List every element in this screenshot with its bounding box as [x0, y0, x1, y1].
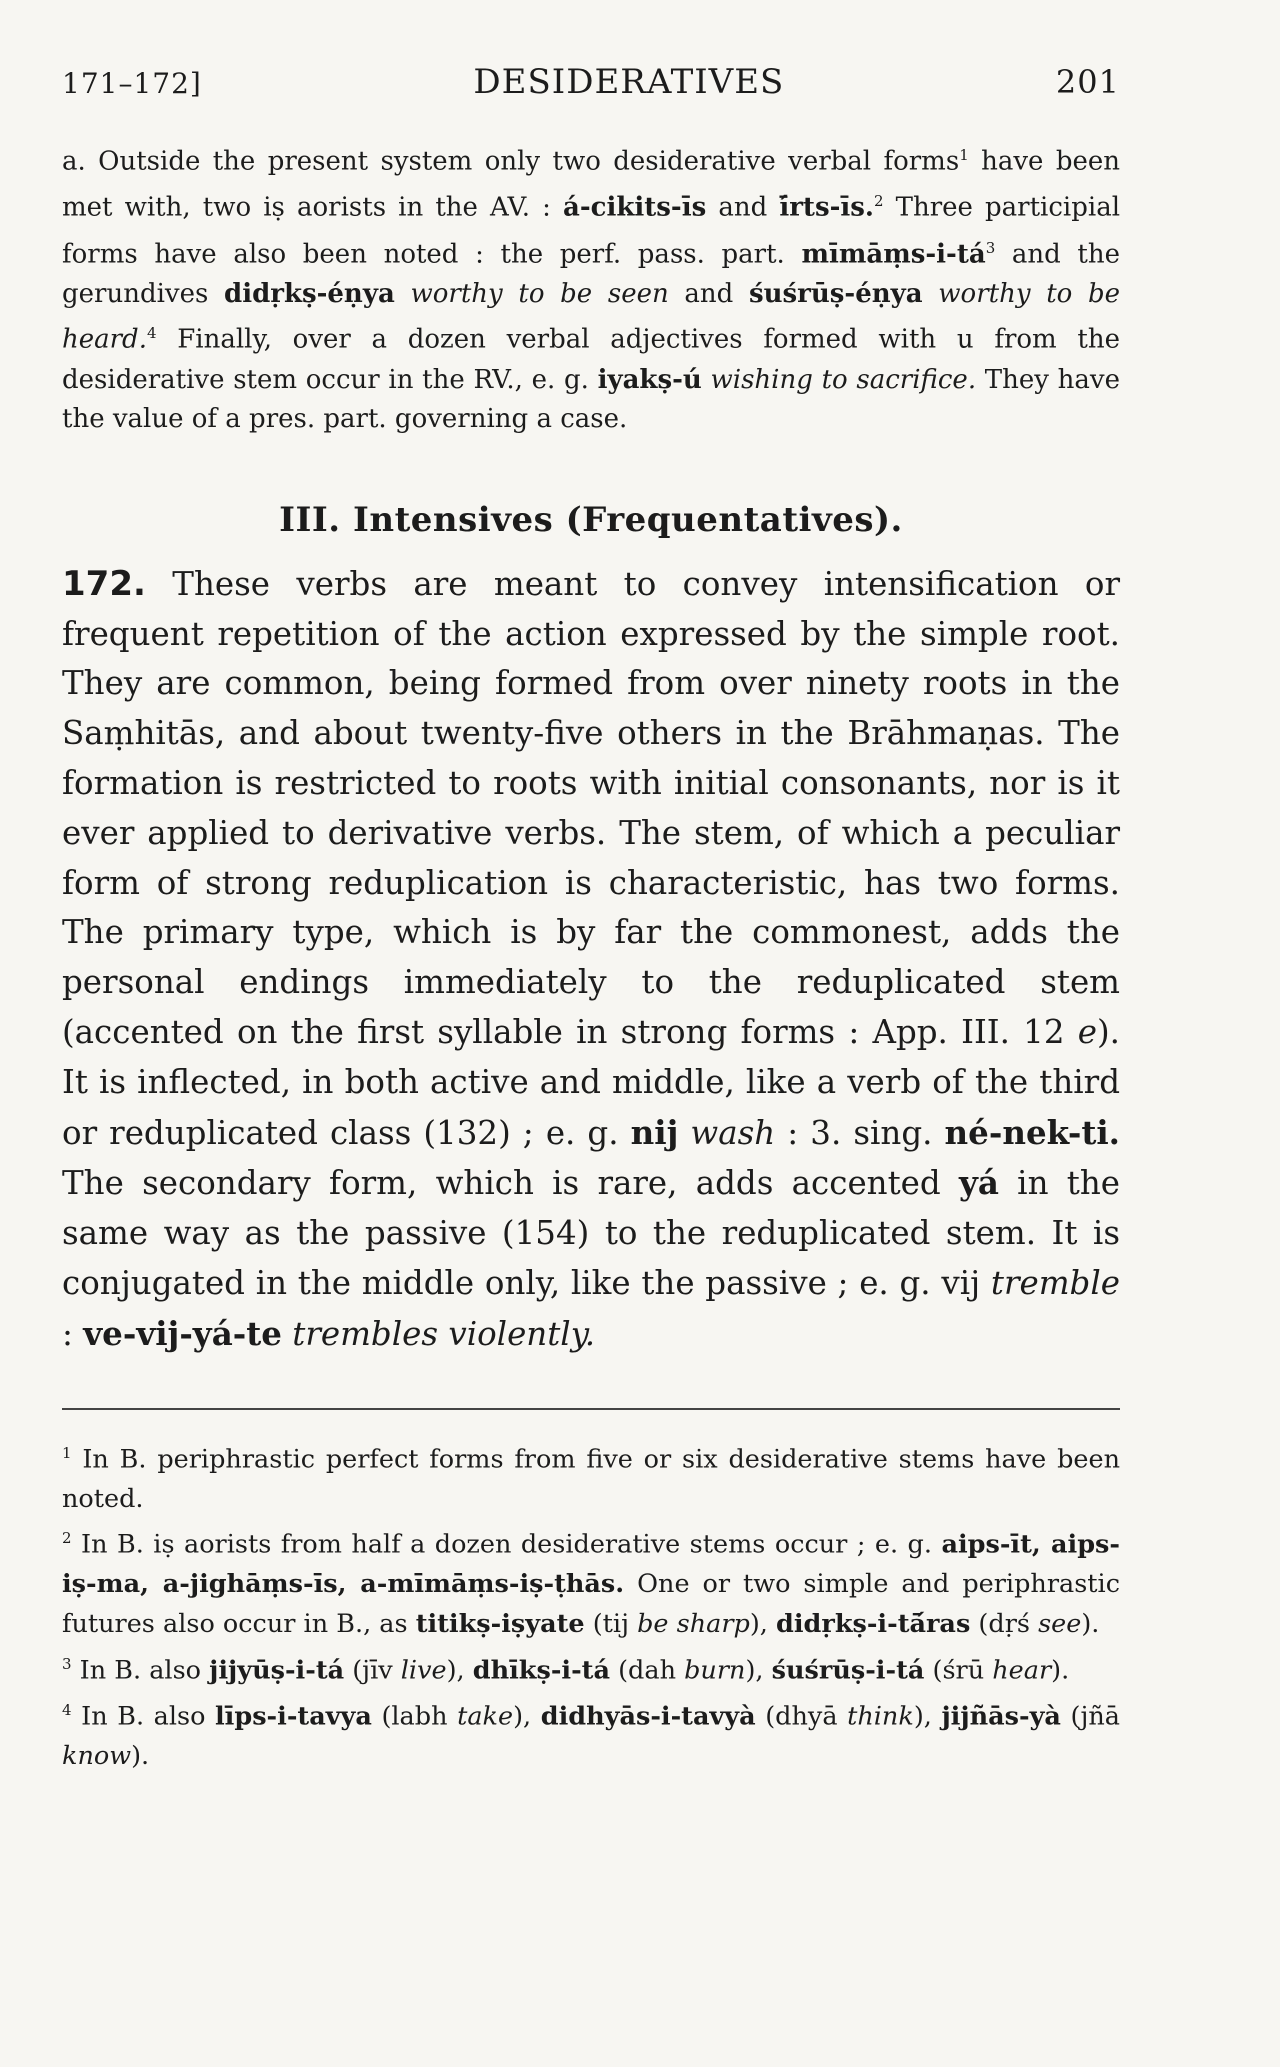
running-header	[62, 62, 1120, 102]
paragraph-number: 172.	[62, 563, 146, 604]
footnotes	[62, 1434, 1120, 1777]
footnote-2: $^2$ In B. iṣ aorists from half a dozen desiderative stems occur ; e. g. aips-īt, aips-iṣ-ma, a-jighāṃs-īs, a-mīmāṃs-iṣ-ṭhās. One or two simple and periphrastic futures also occur in B., as titikṣ-iṣyate (tij be sharp), didṛkṣ-i-tā́ras (dṛś see).	[62, 1529, 1120, 1639]
section-heading: III. Intensives (Frequentatives).	[279, 499, 903, 540]
page	[62, 62, 1120, 1776]
page-number: 201	[1055, 63, 1120, 101]
note-a-paragraph: a. Outside the present system only two desiderative verbal forms$^1$ have been met with, two iṣ aorists in the AV. : á-cikits-īs and ī́rts-īs.$^2$ Three participial forms have also been noted : the perf. pass. part. mīmāṃs-$i-tá^3$ and the gerundives didṛkṣ-éṇya worthy to be seen and śuśrūṣ-éṇya worthy to be heard.$^4$ Finally, over a dozen verbal adjectives formed with u from the desiderative stem occur in the RV., e. g. iyakṣ-ú wishing to sacrifice. They have the value of a pres. part. governing a case.	[62, 146, 1121, 435]
chapter-title: DESIDERATIVES	[473, 62, 785, 102]
footnote-divider	[62, 1408, 1120, 1410]
footnote-1: $^1$ In B. periphrastic perfect forms from five or six desiderative stems have been noted.	[62, 1443, 1120, 1514]
section-range: 171–172]	[62, 67, 202, 100]
footnote-3: $^3$ In B. also jijyūṣ-i-tá (jīv live), dhīkṣ-i-tá (dah burn), śuśrūṣ-i-tá (śrū hear).	[62, 1654, 1070, 1685]
main-paragraph: 172. These verbs are meant to convey intensification or frequent repetition of the action expressed by the simple root. They are common, being formed from over ninety roots in the Saṃhitās, and about twenty-five others in the Brāhmaṇas. The formation is restricted to roots with initial consonants, nor is it ever applied to derivative verbs. The stem, of which a peculiar form of strong reduplication is characteristic, has two forms. The primary type, which is by far the commonest, adds the personal endings immediately to the reduplicated stem (accented on the first syllable in strong forms : App. III. 12 e). It is inflected, in both active and middle, like a verb of the third or reduplicated class (132) ; e. g. nij wash : 3. sing. né-nek-ti. The secondary form, which is rare, adds accented yá in the same way as the passive (154) to the reduplicated stem. It is conjugated in the middle only, like the passive ; e. g. vij tremble : ve-vij-yá-te trembles violently.	[62, 563, 1120, 1353]
footnote-4: $^4$ In B. also līps-i-tavya (labh take), didhyās-i-tavyà (dhyā think), jijñās-yà (jñā know).	[62, 1700, 1120, 1771]
